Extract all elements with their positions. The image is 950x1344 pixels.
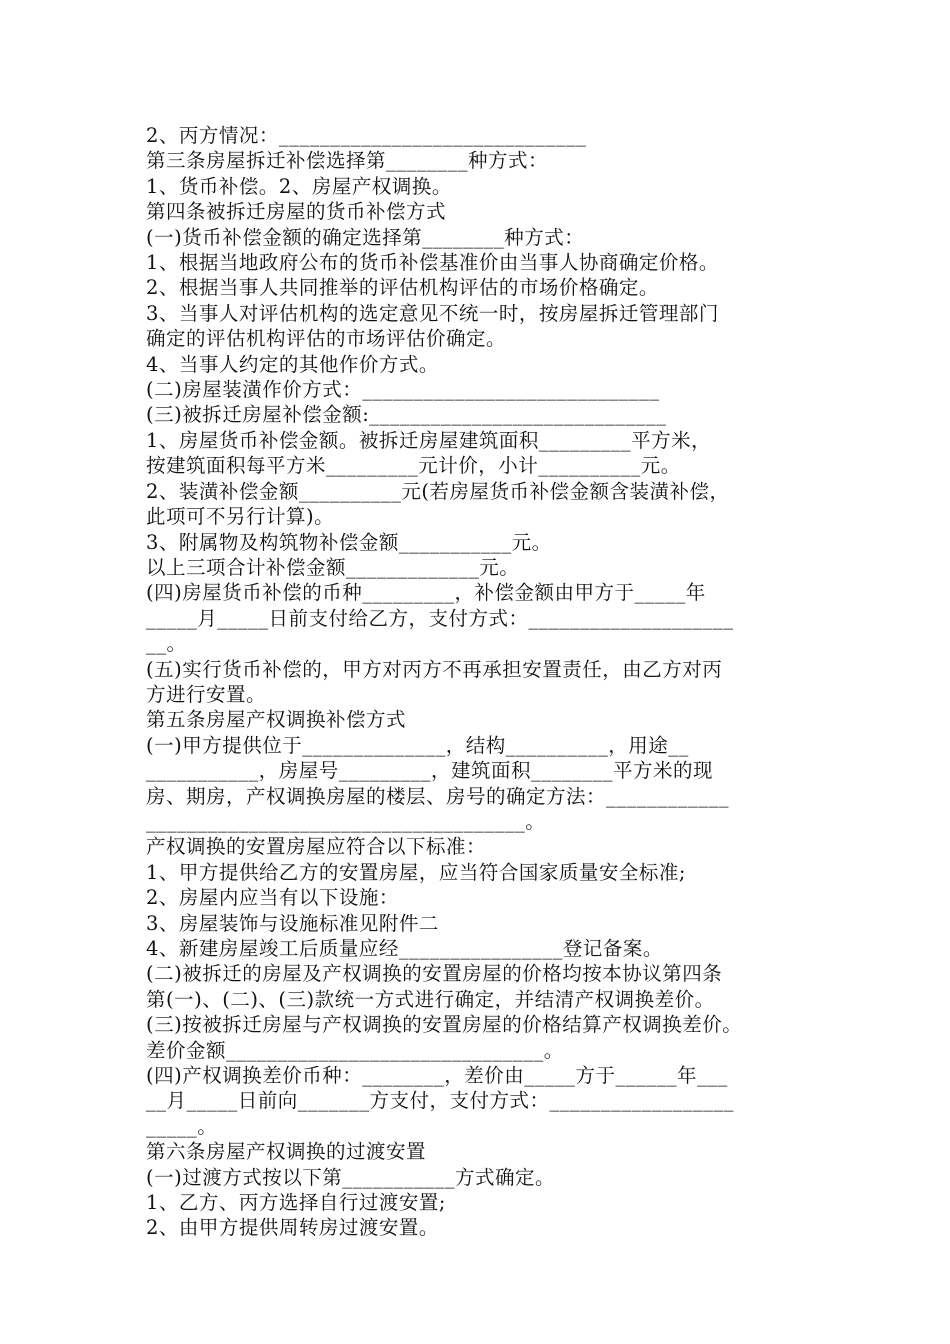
document-line: __。 [146,632,187,656]
document-line: 3、房屋装饰与设施标准见附件二 [146,911,439,935]
document-line: 房、期房，产权调换房屋的楼层、房号的确定方法：____________ [146,784,730,808]
document-line: 按建筑面积每平方米_________元计价，小计__________元。 [146,454,681,478]
document-body [146,123,822,1241]
document-line: 第三条房屋拆迁补偿选择第________种方式： [146,149,549,173]
document-line: 产权调换的安置房屋应符合以下标准： [146,835,487,859]
document-line: _____。 [146,1114,218,1138]
document-line: (四)产权调换差价币种：________，差价由_____方于______年___ [146,1064,728,1088]
document-line: 2、装潢补偿金额__________元(若房屋货币补偿金额含装潢补偿， [146,479,730,503]
document-line: (一)甲方提供位于______________，结构__________，用途__ [146,733,689,757]
document-line: 2、根据当事人共同推举的评估机构评估的市场价格确定。 [146,276,659,300]
document-line: 1、房屋货币补偿金额。被拆迁房屋建筑面积_________平方米， [146,428,712,452]
document-line: (一)过渡方式按以下第___________方式确定。 [146,1165,555,1189]
document-line: 第四条被拆迁房屋的货币补偿方式 [146,200,447,224]
document-line: (五)实行货币补偿的，甲方对丙方不再承担安置责任，由乙方对丙 [146,657,723,681]
document-line: 2、房屋内应当有以下设施： [146,886,399,910]
document-line: 确定的评估机构评估的市场评估价确定。 [146,327,507,351]
document-line: 3、附属物及构筑物补偿金额___________元。 [146,530,552,554]
document-line: 第五条房屋产权调换补偿方式 [146,708,407,732]
document-line: ___________，房屋号_________，建筑面积________平方米的现 [146,759,714,783]
document-line: (二)房屋装潢作价方式：_____________________________ [146,378,660,402]
document-line: _____月_____日前支付给乙方，支付方式：____________________ [146,606,734,630]
document-line: _____________________________________。 [146,809,546,833]
document-line: 3、当事人对评估机构的选定意见不统一时，按房屋拆迁管理部门 [146,301,719,325]
document-line: (一)货币补偿金额的确定选择第________种方式： [146,225,585,249]
document-line: 4、新建房屋竣工后质量应经________________登记备案。 [146,937,663,960]
document-line: 此项可不另行计算)。 [146,505,335,529]
document-line: 1、甲方提供给乙方的安置房屋，应当符合国家质量安全标准; [146,860,686,884]
document-line: 差价金额_______________________________。 [146,1038,564,1062]
document-line: (三)按被拆迁房屋与产权调换的安置房屋的价格结算产权调换差价。 [146,1013,743,1037]
document-line: 方进行安置。 [146,682,267,706]
document-line: (三)被拆迁房屋补偿金额:_____________________________ [146,403,667,427]
document-line: 第(一)、(二)、(三)款统一方式进行确定，并结清产权调换差价。 [146,987,715,1011]
document-line: 以上三项合计补偿金额_____________元。 [146,555,520,579]
document-line: 2、由甲方提供周转房过渡安置。 [146,1216,439,1240]
document-line: 1、货币补偿。2、房屋产权调换。 [146,174,452,198]
document-line: 1、乙方、丙方选择自行过渡安置; [146,1191,446,1215]
document-line: 2、丙方情况：______________________________ [146,124,587,147]
document-line: 1、根据当地政府公布的货币补偿基准价由当事人协商确定价格。 [146,251,719,275]
document-line: (四)房屋货币补偿的币种_________，补偿金额由甲方于_____年 [146,581,706,605]
document-line: (二)被拆迁的房屋及产权调换的安置房屋的价格均按本协议第四条 [146,962,723,986]
document-line: 第六条房屋产权调换的过渡安置 [146,1140,427,1164]
document-line: __月_____日前向_______方支付，支付方式：__________________ [146,1089,735,1113]
document-line: 4、当事人约定的其他作价方式。 [146,352,439,376]
